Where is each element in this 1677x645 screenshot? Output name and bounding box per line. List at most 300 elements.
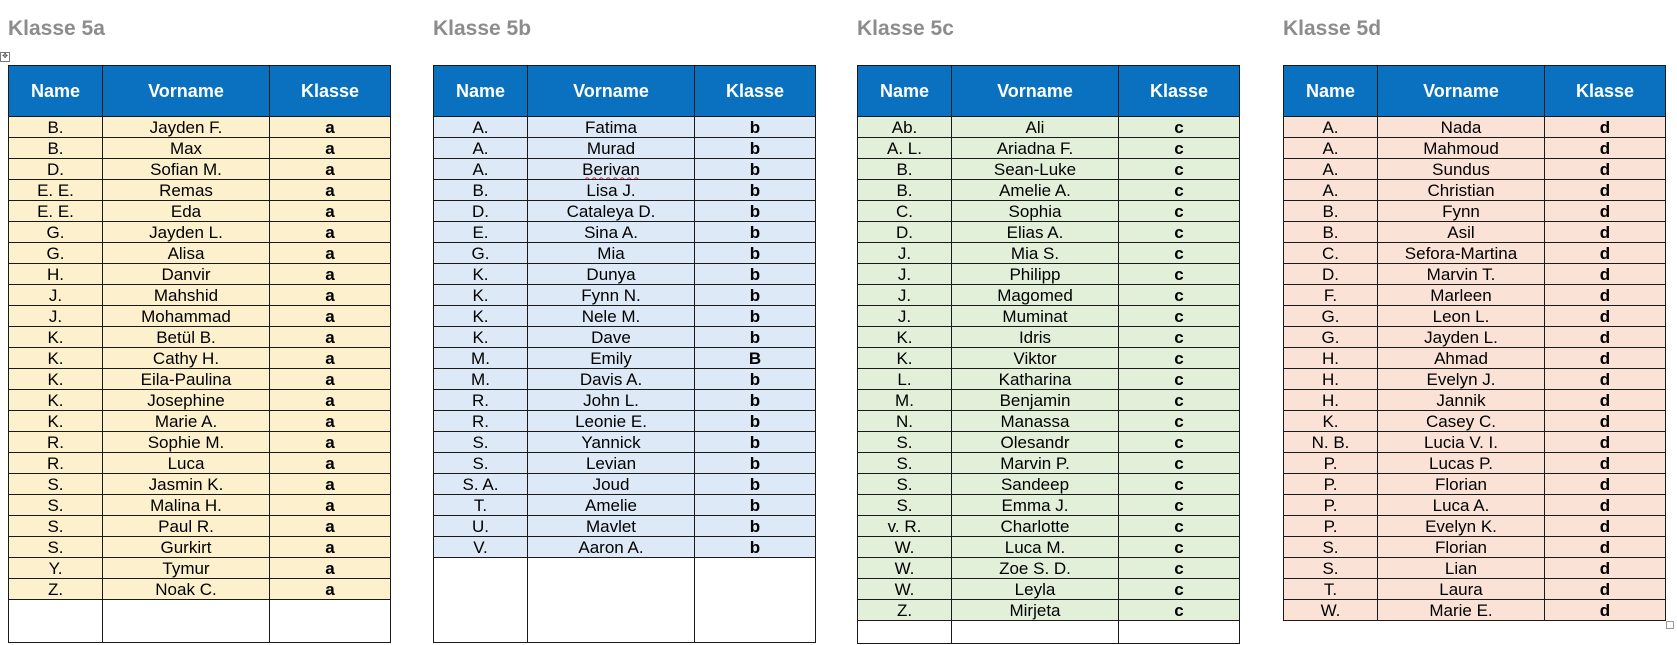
cell-vorname[interactable]: Philipp xyxy=(952,264,1119,285)
cell-name[interactable]: B. xyxy=(858,180,952,201)
cell-klasse[interactable]: a xyxy=(270,180,391,201)
cell-klasse[interactable]: d xyxy=(1545,495,1666,516)
empty-cell[interactable] xyxy=(1119,621,1240,644)
cell-name[interactable]: H. xyxy=(1284,390,1378,411)
cell-name[interactable]: R. xyxy=(9,432,103,453)
cell-name[interactable]: A. L. xyxy=(858,138,952,159)
cell-name[interactable]: C. xyxy=(1284,243,1378,264)
cell-name[interactable]: K. xyxy=(9,369,103,390)
cell-klasse[interactable]: c xyxy=(1119,369,1240,390)
cell-vorname[interactable]: Nele M. xyxy=(528,306,695,327)
cell-klasse[interactable]: b xyxy=(695,138,816,159)
cell-name[interactable]: W. xyxy=(858,579,952,600)
cell-name[interactable]: V. xyxy=(434,537,528,558)
cell-name[interactable]: G. xyxy=(1284,306,1378,327)
empty-cell[interactable] xyxy=(103,600,270,643)
cell-vorname[interactable]: Mavlet xyxy=(528,516,695,537)
cell-vorname[interactable]: Marie E. xyxy=(1378,600,1545,621)
cell-name[interactable]: G. xyxy=(1284,327,1378,348)
cell-vorname[interactable] xyxy=(528,159,695,180)
cell-name[interactable]: Z. xyxy=(9,579,103,600)
cell-vorname[interactable]: Marleen xyxy=(1378,285,1545,306)
cell-vorname[interactable]: Evelyn K. xyxy=(1378,516,1545,537)
cell-vorname[interactable]: Leonie E. xyxy=(528,411,695,432)
cell-vorname[interactable]: Lucia V. I. xyxy=(1378,432,1545,453)
cell-name[interactable]: S. xyxy=(858,495,952,516)
cell-name[interactable]: F. xyxy=(1284,285,1378,306)
cell-vorname[interactable]: Marie A. xyxy=(103,411,270,432)
cell-klasse[interactable]: d xyxy=(1545,117,1666,138)
cell-vorname[interactable]: Sundus xyxy=(1378,159,1545,180)
cell-klasse[interactable]: c xyxy=(1119,390,1240,411)
cell-klasse[interactable]: b xyxy=(695,243,816,264)
cell-klasse[interactable]: d xyxy=(1545,159,1666,180)
cell-vorname[interactable]: Casey C. xyxy=(1378,411,1545,432)
cell-vorname[interactable]: Nada xyxy=(1378,117,1545,138)
cell-name[interactable]: S. xyxy=(9,537,103,558)
cell-klasse[interactable]: d xyxy=(1545,390,1666,411)
cell-name[interactable]: R. xyxy=(9,453,103,474)
cell-klasse[interactable]: c xyxy=(1119,453,1240,474)
cell-klasse[interactable]: d xyxy=(1545,432,1666,453)
cell-name[interactable]: B. xyxy=(1284,201,1378,222)
cell-vorname[interactable]: Remas xyxy=(103,180,270,201)
cell-klasse[interactable]: a xyxy=(270,159,391,180)
cell-vorname[interactable]: Mia xyxy=(528,243,695,264)
cell-name[interactable]: Ab. xyxy=(858,117,952,138)
cell-name[interactable]: J. xyxy=(858,264,952,285)
cell-name[interactable]: A. xyxy=(434,159,528,180)
cell-name[interactable]: P. xyxy=(1284,495,1378,516)
cell-vorname[interactable]: Magomed xyxy=(952,285,1119,306)
table-resize-handle-icon[interactable] xyxy=(1666,621,1674,629)
cell-name[interactable]: R. xyxy=(434,411,528,432)
cell-klasse[interactable]: c xyxy=(1119,201,1240,222)
empty-cell[interactable] xyxy=(952,621,1119,644)
cell-name[interactable]: M. xyxy=(858,390,952,411)
cell-klasse[interactable]: a xyxy=(270,537,391,558)
cell-vorname[interactable]: Ahmad xyxy=(1378,348,1545,369)
cell-vorname[interactable]: Elias A. xyxy=(952,222,1119,243)
cell-name[interactable]: K. xyxy=(1284,411,1378,432)
cell-vorname[interactable]: Muminat xyxy=(952,306,1119,327)
cell-name[interactable]: S. xyxy=(1284,558,1378,579)
cell-name[interactable]: D. xyxy=(434,201,528,222)
cell-klasse[interactable]: c xyxy=(1119,537,1240,558)
cell-klasse[interactable]: a xyxy=(270,348,391,369)
cell-name[interactable]: T. xyxy=(434,495,528,516)
cell-name[interactable]: N. xyxy=(858,411,952,432)
cell-name[interactable]: K. xyxy=(9,327,103,348)
cell-klasse[interactable]: b xyxy=(695,180,816,201)
cell-name[interactable]: U. xyxy=(434,516,528,537)
cell-name[interactable]: J. xyxy=(858,285,952,306)
cell-klasse[interactable]: a xyxy=(270,264,391,285)
empty-cell[interactable] xyxy=(695,558,816,643)
cell-name[interactable]: K. xyxy=(858,327,952,348)
cell-name[interactable]: S. xyxy=(858,474,952,495)
spellcheck-underlined-text: Berivan xyxy=(582,159,640,179)
cell-klasse[interactable]: d xyxy=(1545,537,1666,558)
cell-klasse[interactable]: d xyxy=(1545,558,1666,579)
cell-vorname[interactable]: Fynn xyxy=(1378,201,1545,222)
cell-klasse[interactable]: b xyxy=(695,516,816,537)
cell-vorname[interactable]: Noak C. xyxy=(103,579,270,600)
cell-name[interactable]: Z. xyxy=(858,600,952,621)
cell-name[interactable]: E. E. xyxy=(9,201,103,222)
cell-klasse[interactable]: d xyxy=(1545,327,1666,348)
cell-klasse[interactable]: d xyxy=(1545,579,1666,600)
cell-name[interactable]: S. xyxy=(434,453,528,474)
cell-vorname[interactable]: Asil xyxy=(1378,222,1545,243)
cell-klasse[interactable]: b xyxy=(695,411,816,432)
cell-klasse[interactable]: c xyxy=(1119,138,1240,159)
cell-klasse[interactable]: b xyxy=(695,537,816,558)
cell-vorname[interactable]: Paul R. xyxy=(103,516,270,537)
cell-name[interactable]: S. xyxy=(858,432,952,453)
cell-klasse[interactable]: c xyxy=(1119,180,1240,201)
cell-klasse[interactable]: a xyxy=(270,453,391,474)
cell-name[interactable]: A. xyxy=(1284,117,1378,138)
cell-name[interactable]: Y. xyxy=(9,558,103,579)
cell-name[interactable]: B. xyxy=(1284,222,1378,243)
cell-klasse[interactable]: b xyxy=(695,432,816,453)
cell-klasse[interactable]: c xyxy=(1119,285,1240,306)
cell-klasse[interactable]: c xyxy=(1119,222,1240,243)
table-row xyxy=(434,285,816,306)
cell-vorname[interactable]: Olesandr xyxy=(952,432,1119,453)
cell-klasse[interactable]: b xyxy=(695,390,816,411)
cell-vorname[interactable]: Betül B. xyxy=(103,327,270,348)
cell-vorname[interactable]: Davis A. xyxy=(528,369,695,390)
cell-klasse[interactable]: B xyxy=(695,348,816,369)
header-klasse: Klasse xyxy=(270,66,391,117)
empty-cell[interactable] xyxy=(858,621,952,644)
cell-vorname[interactable]: Fynn N. xyxy=(528,285,695,306)
cell-klasse[interactable]: b xyxy=(695,369,816,390)
cell-klasse[interactable]: d xyxy=(1545,222,1666,243)
cell-klasse[interactable]: b xyxy=(695,495,816,516)
cell-klasse[interactable]: c xyxy=(1119,327,1240,348)
cell-name[interactable]: K. xyxy=(858,348,952,369)
cell-klasse[interactable]: b xyxy=(695,327,816,348)
cell-name[interactable]: W. xyxy=(1284,600,1378,621)
empty-cell[interactable] xyxy=(434,558,528,643)
cell-name[interactable]: P. xyxy=(1284,453,1378,474)
cell-vorname[interactable]: Jayden L. xyxy=(103,222,270,243)
cell-name[interactable]: J. xyxy=(858,306,952,327)
cell-klasse[interactable]: c xyxy=(1119,495,1240,516)
cell-name[interactable]: K. xyxy=(9,348,103,369)
cell-name[interactable]: S. xyxy=(1284,537,1378,558)
cell-klasse[interactable]: a xyxy=(270,201,391,222)
empty-row xyxy=(858,621,1240,644)
cell-klasse[interactable]: c xyxy=(1119,411,1240,432)
cell-klasse[interactable]: b xyxy=(695,306,816,327)
cell-vorname[interactable]: Danvir xyxy=(103,264,270,285)
cell-vorname[interactable]: Sefora-Martina xyxy=(1378,243,1545,264)
cell-name[interactable]: H. xyxy=(1284,348,1378,369)
cell-name[interactable]: P. xyxy=(1284,474,1378,495)
cell-name[interactable]: A. xyxy=(1284,159,1378,180)
cell-klasse[interactable]: c xyxy=(1119,474,1240,495)
table-row xyxy=(9,537,391,558)
cell-klasse[interactable]: a xyxy=(270,411,391,432)
cell-name[interactable]: P. xyxy=(1284,516,1378,537)
cell-vorname[interactable]: Luca A. xyxy=(1378,495,1545,516)
cell-vorname[interactable]: Jayden F. xyxy=(103,117,270,138)
cell-vorname[interactable]: Charlotte xyxy=(952,516,1119,537)
cell-name[interactable]: D. xyxy=(9,159,103,180)
cell-name[interactable]: K. xyxy=(9,411,103,432)
cell-name[interactable]: E. xyxy=(434,222,528,243)
cell-name[interactable]: D. xyxy=(1284,264,1378,285)
cell-klasse[interactable]: c xyxy=(1119,159,1240,180)
cell-vorname[interactable]: Luca xyxy=(103,453,270,474)
cell-vorname[interactable]: Mohammad xyxy=(103,306,270,327)
table-row xyxy=(1284,495,1666,516)
cell-vorname[interactable]: Eila-Paulina xyxy=(103,369,270,390)
table-row xyxy=(858,558,1240,579)
cell-name[interactable]: D. xyxy=(858,222,952,243)
cell-vorname[interactable]: Emma J. xyxy=(952,495,1119,516)
cell-vorname[interactable]: Katharina xyxy=(952,369,1119,390)
cell-vorname[interactable]: Murad xyxy=(528,138,695,159)
cell-name[interactable]: K. xyxy=(9,390,103,411)
cell-vorname[interactable]: Cathy H. xyxy=(103,348,270,369)
cell-name[interactable]: A. xyxy=(434,117,528,138)
cell-vorname[interactable]: Florian xyxy=(1378,474,1545,495)
cell-vorname[interactable]: Lisa J. xyxy=(528,180,695,201)
cell-vorname[interactable]: Jasmin K. xyxy=(103,474,270,495)
cell-name[interactable]: T. xyxy=(1284,579,1378,600)
cell-klasse[interactable]: c xyxy=(1119,117,1240,138)
cell-name[interactable]: G. xyxy=(434,243,528,264)
cell-vorname[interactable]: Leyla xyxy=(952,579,1119,600)
cell-klasse[interactable]: a xyxy=(270,327,391,348)
cell-vorname[interactable]: Lucas P. xyxy=(1378,453,1545,474)
cell-name[interactable]: A. xyxy=(1284,138,1378,159)
cell-vorname[interactable]: Sean-Luke xyxy=(952,159,1119,180)
cell-name[interactable]: M. xyxy=(434,369,528,390)
cell-klasse[interactable]: b xyxy=(695,222,816,243)
cell-klasse[interactable]: c xyxy=(1119,243,1240,264)
cell-klasse[interactable]: d xyxy=(1545,201,1666,222)
cell-vorname[interactable]: Cataleya D. xyxy=(528,201,695,222)
cell-vorname[interactable]: Malina H. xyxy=(103,495,270,516)
cell-klasse[interactable]: d xyxy=(1545,453,1666,474)
cell-klasse[interactable]: b xyxy=(695,117,816,138)
cell-name[interactable]: W. xyxy=(858,537,952,558)
cell-vorname[interactable]: Mirjeta xyxy=(952,600,1119,621)
cell-name[interactable]: K. xyxy=(434,306,528,327)
cell-vorname[interactable]: Leon L. xyxy=(1378,306,1545,327)
cell-name[interactable]: S. xyxy=(9,474,103,495)
cell-name[interactable]: B. xyxy=(434,180,528,201)
cell-name[interactable]: R. xyxy=(434,390,528,411)
cell-vorname[interactable]: Dunya xyxy=(528,264,695,285)
cell-name[interactable]: v. R. xyxy=(858,516,952,537)
cell-name[interactable]: N. B. xyxy=(1284,432,1378,453)
cell-name[interactable]: L. xyxy=(858,369,952,390)
cell-klasse[interactable]: a xyxy=(270,138,391,159)
cell-vorname[interactable]: Lian xyxy=(1378,558,1545,579)
cell-name[interactable]: J. xyxy=(9,285,103,306)
cell-klasse[interactable]: c xyxy=(1119,579,1240,600)
cell-name[interactable]: K. xyxy=(434,264,528,285)
empty-cell[interactable] xyxy=(528,558,695,643)
empty-cell[interactable] xyxy=(9,600,103,643)
cell-vorname[interactable]: Mahshid xyxy=(103,285,270,306)
cell-klasse[interactable]: a xyxy=(270,495,391,516)
cell-vorname[interactable]: Gurkirt xyxy=(103,537,270,558)
cell-vorname[interactable]: Viktor xyxy=(952,348,1119,369)
cell-klasse[interactable]: c xyxy=(1119,600,1240,621)
cell-vorname[interactable]: Laura xyxy=(1378,579,1545,600)
table-row xyxy=(9,516,391,537)
cell-name[interactable]: J. xyxy=(858,243,952,264)
cell-vorname[interactable]: Ali xyxy=(952,117,1119,138)
cell-klasse[interactable]: d xyxy=(1545,516,1666,537)
cell-vorname[interactable]: Evelyn J. xyxy=(1378,369,1545,390)
cell-klasse[interactable]: a xyxy=(270,579,391,600)
cell-klasse[interactable]: b xyxy=(695,201,816,222)
cell-klasse[interactable]: a xyxy=(270,285,391,306)
cell-vorname[interactable]: Max xyxy=(103,138,270,159)
cell-klasse[interactable]: d xyxy=(1545,180,1666,201)
cell-vorname[interactable]: Emily xyxy=(528,348,695,369)
cell-klasse[interactable]: a xyxy=(270,516,391,537)
cell-vorname[interactable]: Mia S. xyxy=(952,243,1119,264)
cell-name[interactable]: A. xyxy=(1284,180,1378,201)
cell-name[interactable]: E. E. xyxy=(9,180,103,201)
cell-vorname[interactable]: Zoe S. D. xyxy=(952,558,1119,579)
cell-vorname[interactable]: Sina A. xyxy=(528,222,695,243)
cell-vorname[interactable]: Mahmoud xyxy=(1378,138,1545,159)
cell-klasse[interactable]: d xyxy=(1545,411,1666,432)
cell-klasse[interactable]: c xyxy=(1119,306,1240,327)
cell-klasse[interactable]: b xyxy=(695,285,816,306)
cell-vorname[interactable]: Florian xyxy=(1378,537,1545,558)
cell-klasse[interactable]: a xyxy=(270,243,391,264)
cell-vorname[interactable]: Aaron A. xyxy=(528,537,695,558)
cell-name[interactable]: W. xyxy=(858,558,952,579)
cell-name[interactable]: B. xyxy=(858,159,952,180)
table-row xyxy=(434,516,816,537)
cell-vorname[interactable]: John L. xyxy=(528,390,695,411)
cell-vorname[interactable]: Manassa xyxy=(952,411,1119,432)
cell-name[interactable]: K. xyxy=(434,327,528,348)
cell-vorname[interactable]: Josephine xyxy=(103,390,270,411)
cell-klasse[interactable]: a xyxy=(270,390,391,411)
cell-vorname[interactable]: Amelie xyxy=(528,495,695,516)
cell-klasse[interactable]: d xyxy=(1545,243,1666,264)
cell-name[interactable]: S. xyxy=(858,453,952,474)
cell-vorname[interactable]: Christian xyxy=(1378,180,1545,201)
cell-vorname[interactable]: Jannik xyxy=(1378,390,1545,411)
cell-klasse[interactable]: c xyxy=(1119,558,1240,579)
cell-klasse[interactable]: a xyxy=(270,117,391,138)
cell-name[interactable]: J. xyxy=(9,306,103,327)
cell-klasse[interactable]: a xyxy=(270,369,391,390)
cell-vorname[interactable]: Tymur xyxy=(103,558,270,579)
table-move-handle-icon[interactable]: ✥ xyxy=(0,52,10,62)
cell-klasse[interactable]: d xyxy=(1545,369,1666,390)
cell-name[interactable]: S. xyxy=(9,516,103,537)
cell-vorname[interactable]: Yannick xyxy=(528,432,695,453)
cell-name[interactable]: H. xyxy=(1284,369,1378,390)
cell-klasse[interactable]: d xyxy=(1545,474,1666,495)
cell-klasse[interactable]: c xyxy=(1119,432,1240,453)
cell-vorname[interactable]: Eda xyxy=(103,201,270,222)
cell-vorname[interactable]: Marvin P. xyxy=(952,453,1119,474)
cell-vorname[interactable]: Ariadna F. xyxy=(952,138,1119,159)
cell-name[interactable]: H. xyxy=(9,264,103,285)
empty-row xyxy=(9,600,391,643)
cell-klasse[interactable]: d xyxy=(1545,600,1666,621)
cell-name[interactable]: S. xyxy=(434,432,528,453)
cell-klasse[interactable]: c xyxy=(1119,516,1240,537)
cell-klasse[interactable]: a xyxy=(270,222,391,243)
cell-vorname[interactable]: Idris xyxy=(952,327,1119,348)
cell-vorname[interactable]: Amelie A. xyxy=(952,180,1119,201)
cell-vorname[interactable]: Jayden L. xyxy=(1378,327,1545,348)
cell-klasse[interactable]: c xyxy=(1119,264,1240,285)
cell-klasse[interactable]: a xyxy=(270,474,391,495)
cell-klasse[interactable]: a xyxy=(270,306,391,327)
cell-vorname[interactable]: Sophia xyxy=(952,201,1119,222)
cell-klasse[interactable]: d xyxy=(1545,138,1666,159)
cell-name[interactable]: S. A. xyxy=(434,474,528,495)
cell-name[interactable]: G. xyxy=(9,243,103,264)
cell-vorname[interactable]: Sofian M. xyxy=(103,159,270,180)
table-row xyxy=(1284,159,1666,180)
cell-vorname[interactable]: Dave xyxy=(528,327,695,348)
cell-vorname[interactable]: Marvin T. xyxy=(1378,264,1545,285)
cell-name[interactable]: A. xyxy=(434,138,528,159)
cell-klasse[interactable]: c xyxy=(1119,348,1240,369)
cell-vorname[interactable]: Alisa xyxy=(103,243,270,264)
cell-vorname[interactable]: Fatima xyxy=(528,117,695,138)
table-row xyxy=(858,411,1240,432)
cell-klasse[interactable]: a xyxy=(270,432,391,453)
cell-name[interactable]: B. xyxy=(9,138,103,159)
cell-klasse[interactable]: d xyxy=(1545,264,1666,285)
cell-klasse[interactable]: d xyxy=(1545,348,1666,369)
cell-klasse[interactable]: d xyxy=(1545,285,1666,306)
cell-vorname[interactable]: Joud xyxy=(528,474,695,495)
cell-vorname[interactable]: Benjamin xyxy=(952,390,1119,411)
cell-vorname[interactable]: Sandeep xyxy=(952,474,1119,495)
cell-name[interactable]: M. xyxy=(434,348,528,369)
cell-name[interactable]: C. xyxy=(858,201,952,222)
cell-klasse[interactable]: b xyxy=(695,474,816,495)
cell-vorname[interactable]: Luca M. xyxy=(952,537,1119,558)
cell-klasse[interactable]: a xyxy=(270,558,391,579)
cell-name[interactable]: G. xyxy=(9,222,103,243)
cell-klasse[interactable]: b xyxy=(695,453,816,474)
cell-klasse[interactable]: b xyxy=(695,159,816,180)
cell-vorname[interactable]: Levian xyxy=(528,453,695,474)
cell-vorname[interactable]: Sophie M. xyxy=(103,432,270,453)
table-header-row xyxy=(858,66,1240,117)
cell-name[interactable]: S. xyxy=(9,495,103,516)
cell-name[interactable]: B. xyxy=(9,117,103,138)
cell-klasse[interactable]: b xyxy=(695,264,816,285)
cell-name[interactable]: K. xyxy=(434,285,528,306)
empty-cell[interactable] xyxy=(270,600,391,643)
cell-klasse[interactable]: d xyxy=(1545,306,1666,327)
